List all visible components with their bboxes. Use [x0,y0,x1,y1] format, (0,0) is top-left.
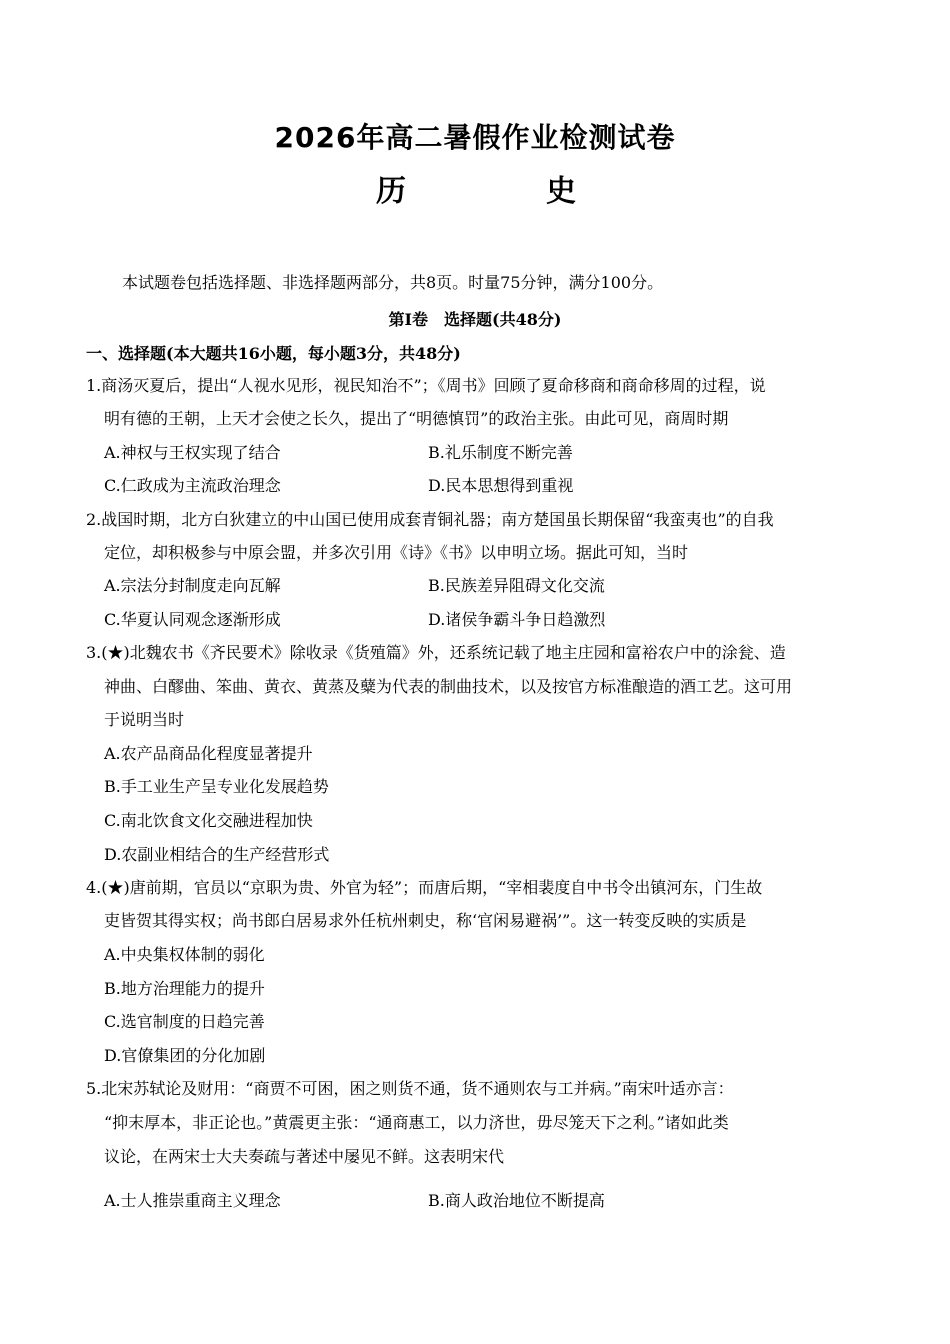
question-4-line-2: 吏皆贺其得实权；尚书郎白居易求外任杭州刺史，称‘官闲易避祸’”。这一转变反映的实质是 [104,911,747,930]
question-3-option-d: D.农副业相结合的生产经营形式 [104,845,330,864]
question-4-option-c: C.选官制度的日趋完善 [104,1012,265,1031]
question-1-option-c: C.仁政成为主流政治理念 [104,476,281,495]
question-2-option-a: A.宗法分封制度走向瓦解 [104,576,281,595]
question-3-line-2: 神曲、白醪曲、笨曲、黄衣、黄蒸及糵为代表的制曲技术，以及按官方标准酿造的酒工艺。这可用 [104,677,793,696]
question-5-line-2: “抑末厚本，非正论也。”黄震更主张：“通商惠工，以力济世，毋尽笼天下之利。”诸如此类 [104,1113,729,1132]
question-5-line-3: 议论，在两宋士大夫奏疏与著述中屡见不鲜。这表明宋代 [104,1147,505,1166]
subject-char-right: 史 [546,174,576,209]
question-5-option-b: B.商人政治地位不断提高 [428,1191,605,1210]
question-1-option-d: D.民本思想得到重视 [428,476,574,495]
question-1-option-a: A.神权与王权实现了结合 [104,443,281,462]
question-3-option-a: A.农产品商品化程度显著提升 [104,744,313,763]
question-4-option-b: B.地方治理能力的提升 [104,979,265,998]
subject-char-left: 历 [376,174,406,209]
part-title: 一、选择题(本大题共16小题，每小题3分，共48分) [86,344,461,363]
exam-title: 2026年高二暑假作业检测试卷 [274,121,676,154]
question-2-line-1: 2.战国时期，北方白狄建立的中山国已使用成套青铜礼器；南方楚国虽长期保留“我蛮夷也”的自我 [86,510,774,529]
exam-instructions: 本试题卷包括选择题、非选择题两部分，共8页。时量75分钟，满分100分。 [122,273,664,292]
question-2-option-b: B.民族差异阻碍文化交流 [428,576,605,595]
section-title: 第Ⅰ卷 选择题(共48分) [388,310,562,329]
question-1-line-1: 1.商汤灭夏后，提出“人视水见形，视民知治不”；《周书》回顾了夏命移商和商命移周的过程，说 [86,376,766,395]
question-4-option-a: A.中央集权体制的弱化 [104,945,265,964]
question-5-option-a: A.士人推崇重商主义理念 [104,1191,281,1210]
question-4-line-1: 4.(★)唐前期，官员以“京职为贵、外官为轻”；而唐后期，“宰相裴度自中书令出镇河东，门生故 [86,878,763,897]
question-3-option-b: B.手工业生产呈专业化发展趋势 [104,777,329,796]
question-4-option-d: D.官僚集团的分化加剧 [104,1046,266,1065]
question-2-line-2: 定位，却积极参与中原会盟，并多次引用《诗》《书》以申明立场。据此可知，当时 [104,543,689,562]
question-3-line-3: 于说明当时 [104,710,185,729]
question-2-option-d: D.诸侯争霸斗争日趋激烈 [428,610,606,629]
question-2-option-c: C.华夏认同观念逐渐形成 [104,610,281,629]
question-5-line-1: 5.北宋苏轼论及财用：“商贾不可困，困之则货不通，货不通则农与工并病。”南宋叶适亦言： [86,1079,734,1098]
question-3-line-1: 3.(★)北魏农书《齐民要术》除收录《货殖篇》外，还系统记载了地主庄园和富裕农户中的涂瓮、造 [86,643,786,662]
question-3-option-c: C.南北饮食文化交融进程加快 [104,811,313,830]
question-1-line-2: 明有德的王朝，上天才会使之长久，提出了“明德慎罚”的政治主张。由此可见，商周时期 [104,409,729,428]
question-1-option-b: B.礼乐制度不断完善 [428,443,573,462]
